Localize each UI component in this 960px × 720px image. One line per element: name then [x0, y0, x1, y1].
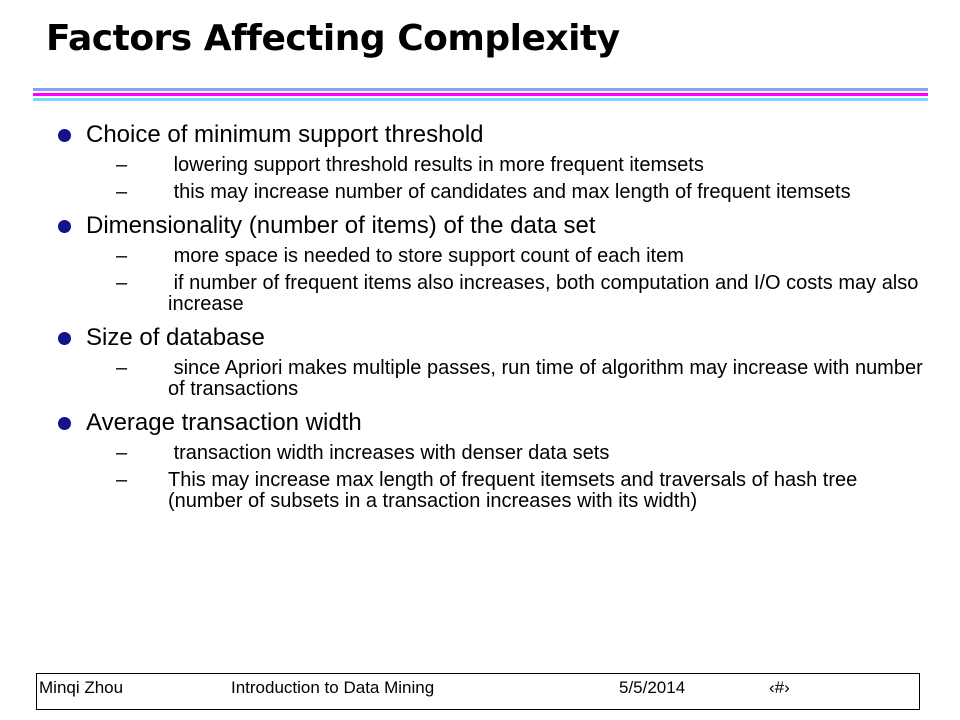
- sub-bullet-text: transaction width increases with denser data sets: [168, 442, 610, 464]
- bullet-item: [58, 406, 928, 512]
- dash-icon: –: [116, 181, 128, 203]
- sub-bullet-text: This may increase max length of frequent itemsets and traversals of hash tree (number of subsets in a transaction increases with its width): [168, 469, 863, 512]
- dash-icon: –: [116, 442, 128, 464]
- bullet-text: Dimensionality (number of items) of the data set: [86, 212, 596, 239]
- title-rule-cyan: [33, 98, 928, 101]
- sub-bullet: [86, 273, 928, 315]
- sub-bullet-text: if number of frequent items also increases, both computation and I/O costs may also increase: [168, 272, 924, 315]
- footer-page-number: ‹#›: [769, 678, 790, 697]
- sub-bullet-text: more space is needed to store support count of each item: [168, 245, 684, 267]
- dash-icon: –: [116, 272, 128, 294]
- sub-bullet: [86, 443, 928, 464]
- bullet-text: Size of database: [86, 324, 265, 351]
- bullet-text: Choice of minimum support threshold: [86, 121, 484, 148]
- sub-bullet: [86, 246, 928, 267]
- footer-author: Minqi Zhou: [39, 678, 124, 697]
- sub-bullet: [86, 358, 928, 400]
- bullet-item: [58, 209, 928, 315]
- sub-bullet-text: lowering support threshold results in more frequent itemsets: [168, 154, 704, 176]
- sub-bullet: [86, 470, 928, 512]
- sub-bullet-text: since Apriori makes multiple passes, run time of algorithm may increase with number of transactions: [168, 357, 929, 400]
- slide-title: Factors Affecting Complexity: [46, 18, 620, 59]
- bullet-dot-icon: [58, 332, 71, 345]
- bullet-dot-icon: [58, 129, 71, 142]
- sub-bullet: [86, 182, 928, 203]
- slide-footer: [36, 673, 920, 710]
- bullet-dot-icon: [58, 417, 71, 430]
- bullet-dot-icon: [58, 220, 71, 233]
- dash-icon: –: [116, 154, 128, 176]
- title-rule-blue: [33, 88, 928, 91]
- bullet-item: [58, 118, 928, 203]
- dash-icon: –: [116, 357, 128, 379]
- bullet-text: Average transaction width: [86, 409, 362, 436]
- slide-content: [58, 118, 928, 512]
- dash-icon: –: [116, 469, 128, 491]
- dash-icon: –: [116, 245, 128, 267]
- sub-bullet: [86, 155, 928, 176]
- title-rule-magenta: [33, 93, 928, 96]
- footer-course: Introduction to Data Mining: [231, 678, 435, 697]
- bullet-item: [58, 321, 928, 400]
- sub-bullet-text: this may increase number of candidates and max length of frequent itemsets: [168, 181, 851, 203]
- footer-date: 5/5/2014: [619, 678, 686, 697]
